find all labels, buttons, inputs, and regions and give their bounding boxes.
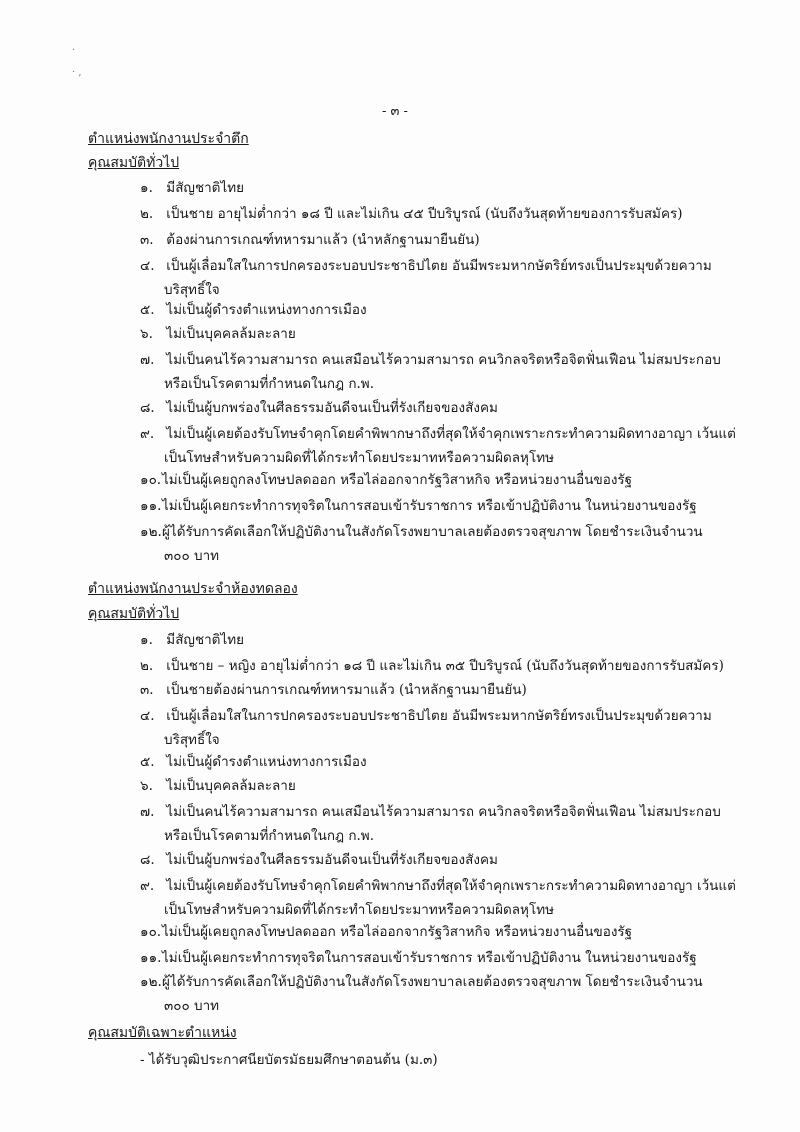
list-item xyxy=(140,774,730,798)
item-number: ๑. xyxy=(140,632,153,648)
item-number: ๑๐. xyxy=(140,924,162,940)
item-text: ไม่เป็นผู้ดำรงตำแหน่งทางการเมือง xyxy=(166,302,367,318)
section-title-specific-qualifications: คุณสมบัติเฉพาะตำแหน่ง xyxy=(88,1025,237,1041)
item-number: ๗. xyxy=(140,352,155,368)
item-text: เป็นชาย – หญิง อายุไม่ต่ำกว่า ๑๘ ปี และไม่เกิน ๓๕ ปีบริบูรณ์ (นับถึงวันสุดท้ายของการรับสมัคร) xyxy=(166,658,724,674)
item-text: ไม่เป็นผู้บกพร่องในศีลธรรมอันดีจนเป็นที่รังเกียจของสังคม xyxy=(166,852,498,868)
item-number: ๑๒. xyxy=(140,524,162,540)
list-item xyxy=(140,970,730,1018)
list-item xyxy=(140,848,730,872)
item-text: มีสัญชาติไทย xyxy=(166,180,245,196)
list-item xyxy=(140,494,730,518)
item-text: ไม่เป็นผู้เคยต้องรับโทษจำคุกโดยคำพิพากษาถึงที่สุดให้จำคุกเพราะกระทำความผิดทางอาญา เว้นแต่ xyxy=(166,426,736,442)
item-text-continued: บริสุทธิ์ใจ xyxy=(164,282,220,298)
item-text: ผู้ได้รับการคัดเลือกให้ปฏิบัติงานในสังกัดโรงพยาบาลเลยต้องตรวจสุขภาพ โดยชำระเงินจำนวน xyxy=(162,524,703,540)
item-text: ไม่เป็นผู้เคยกระทำการทุจริตในการสอบเข้ารับราชการ หรือเข้าปฏิบัติงาน ในหน่วยงานของรัฐ xyxy=(162,498,697,514)
item-number: ๓. xyxy=(140,682,154,698)
item-text: ไม่เป็นผู้ดำรงตำแหน่งทางการเมือง xyxy=(166,754,367,770)
item-number: ๙. xyxy=(140,878,155,894)
item-text-continued: หรือเป็นโรคตามที่กำหนดในกฎ ก.พ. xyxy=(164,376,375,392)
item-text: เป็นผู้เลื่อมใสในการปกครองระบอบประชาธิปไตย อันมีพระมหากษัตริย์ทรงเป็นประมุขด้วยความ xyxy=(166,708,712,724)
list-item xyxy=(140,348,730,396)
list-item xyxy=(140,422,736,470)
item-text: เป็นชายต้องผ่านการเกณฑ์ทหารมาแล้ว (นำหลักฐานมายืนยัน) xyxy=(166,682,527,698)
item-number: ๑๒. xyxy=(140,974,162,990)
list-item xyxy=(140,750,730,774)
list-item xyxy=(140,254,730,302)
item-text-continued: หรือเป็นโรคตามที่กำหนดในกฎ ก.พ. xyxy=(164,828,375,844)
item-number: ๒. xyxy=(140,206,154,222)
section-title-ward-staff: ตำแหน่งพนักงานประจำตึก xyxy=(88,131,249,147)
item-text: เป็นผู้เลื่อมใสในการปกครองระบอบประชาธิปไตย อันมีพระมหากษัตริย์ทรงเป็นประมุขด้วยความ xyxy=(166,258,712,274)
item-text: ไม่เป็นคนไร้ความสามารถ คนเสมือนไร้ความสามารถ คนวิกลจริตหรือจิตฟั่นเฟือน ไม่สมประกอบ xyxy=(166,352,721,368)
item-number: ๒. xyxy=(140,658,154,674)
item-text-continued: บริสุทธิ์ใจ xyxy=(164,732,220,748)
item-number: ๙. xyxy=(140,426,155,442)
item-number: ๘. xyxy=(140,400,155,416)
item-text: มีสัญชาติไทย xyxy=(166,632,245,648)
scan-specks xyxy=(72,40,82,84)
list-item xyxy=(140,946,730,970)
list-item xyxy=(140,468,730,492)
item-text: ไม่เป็นบุคคลล้มละลาย xyxy=(166,326,296,342)
item-number: ๔. xyxy=(140,708,155,724)
item-number: ๕. xyxy=(140,754,155,770)
item-number: ๑. xyxy=(140,180,153,196)
list-item xyxy=(140,800,730,848)
item-text: ไม่เป็นผู้เคยถูกลงโทษปลดออก หรือไล่ออกจากรัฐวิสาหกิจ หรือหน่วยงานอื่นของรัฐ xyxy=(162,472,633,488)
item-text: ไม่เป็นผู้เคยกระทำการทุจริตในการสอบเข้ารับราชการ หรือเข้าปฏิบัติงาน ในหน่วยงานของรัฐ xyxy=(162,950,697,966)
item-number: ๔. xyxy=(140,258,155,274)
item-text-continued: เป็นโทษสำหรับความผิดที่ได้กระทำโดยประมาทหรือความผิดลหุโทษ xyxy=(164,902,555,918)
item-text: ไม่เป็นผู้เคยต้องรับโทษจำคุกโดยคำพิพากษาถึงที่สุดให้จำคุกเพราะกระทำความผิดทางอาญา เว้นแต่ xyxy=(166,878,736,894)
section-subtitle-general-qualifications: คุณสมบัติทั่วไป xyxy=(88,155,180,171)
item-text: ไม่เป็นบุคคลล้มละลาย xyxy=(166,778,296,794)
scan-speck: · xyxy=(72,45,76,56)
list-item xyxy=(140,678,730,702)
list-item xyxy=(140,920,730,944)
item-text: ไม่เป็นผู้บกพร่องในศีลธรรมอันดีจนเป็นที่รังเกียจของสังคม xyxy=(166,400,498,416)
item-number: ๕. xyxy=(140,302,155,318)
list-item xyxy=(140,520,730,568)
section-subtitle-general-qualifications: คุณสมบัติทั่วไป xyxy=(88,606,180,622)
item-text: ต้องผ่านการเกณฑ์ทหารมาแล้ว (นำหลักฐานมายืนยัน) xyxy=(166,232,480,248)
page-number: - ๓ - xyxy=(382,104,408,119)
item-number: ๘. xyxy=(140,852,155,868)
item-text-continued: ๓๐๐ บาท xyxy=(164,548,220,564)
list-item: - ได้รับวุฒิประกาศนียบัตรมัธยมศึกษาตอนต้น (ม.๓) xyxy=(140,1052,438,1068)
list-item xyxy=(140,874,736,922)
item-number: ๑๐. xyxy=(140,472,162,488)
item-number: ๖. xyxy=(140,778,153,794)
scan-speck: · , xyxy=(72,67,82,78)
list-item xyxy=(140,396,730,420)
item-text: ไม่เป็นคนไร้ความสามารถ คนเสมือนไร้ความสามารถ คนวิกลจริตหรือจิตฟั่นเฟือน ไม่สมประกอบ xyxy=(166,804,721,820)
item-text: ไม่เป็นผู้เคยถูกลงโทษปลดออก หรือไล่ออกจากรัฐวิสาหกิจ หรือหน่วยงานอื่นของรัฐ xyxy=(162,924,633,940)
list-item xyxy=(140,654,730,678)
list-item xyxy=(140,322,730,346)
list-item xyxy=(140,202,730,226)
item-text-continued: เป็นโทษสำหรับความผิดที่ได้กระทำโดยประมาทหรือความผิดลหุโทษ xyxy=(164,450,555,466)
item-number: ๑๑. xyxy=(140,498,162,514)
list-item xyxy=(140,628,730,652)
section-title-lab-staff: ตำแหน่งพนักงานประจำห้องทดลอง xyxy=(88,581,298,597)
item-number: ๓. xyxy=(140,232,154,248)
item-text-continued: ๓๐๐ บาท xyxy=(164,998,220,1014)
item-number: ๑๑. xyxy=(140,950,162,966)
item-text: ผู้ได้รับการคัดเลือกให้ปฏิบัติงานในสังกัดโรงพยาบาลเลยต้องตรวจสุขภาพ โดยชำระเงินจำนวน xyxy=(162,974,703,990)
list-item xyxy=(140,228,730,252)
item-number: ๖. xyxy=(140,326,153,342)
item-text: เป็นชาย อายุไม่ต่ำกว่า ๑๘ ปี และไม่เกิน ๔๕ ปีบริบูรณ์ (นับถึงวันสุดท้ายของการรับสมัคร) xyxy=(166,206,683,222)
list-item xyxy=(140,176,730,200)
item-number: ๗. xyxy=(140,804,155,820)
list-item xyxy=(140,298,730,322)
list-item xyxy=(140,704,730,752)
